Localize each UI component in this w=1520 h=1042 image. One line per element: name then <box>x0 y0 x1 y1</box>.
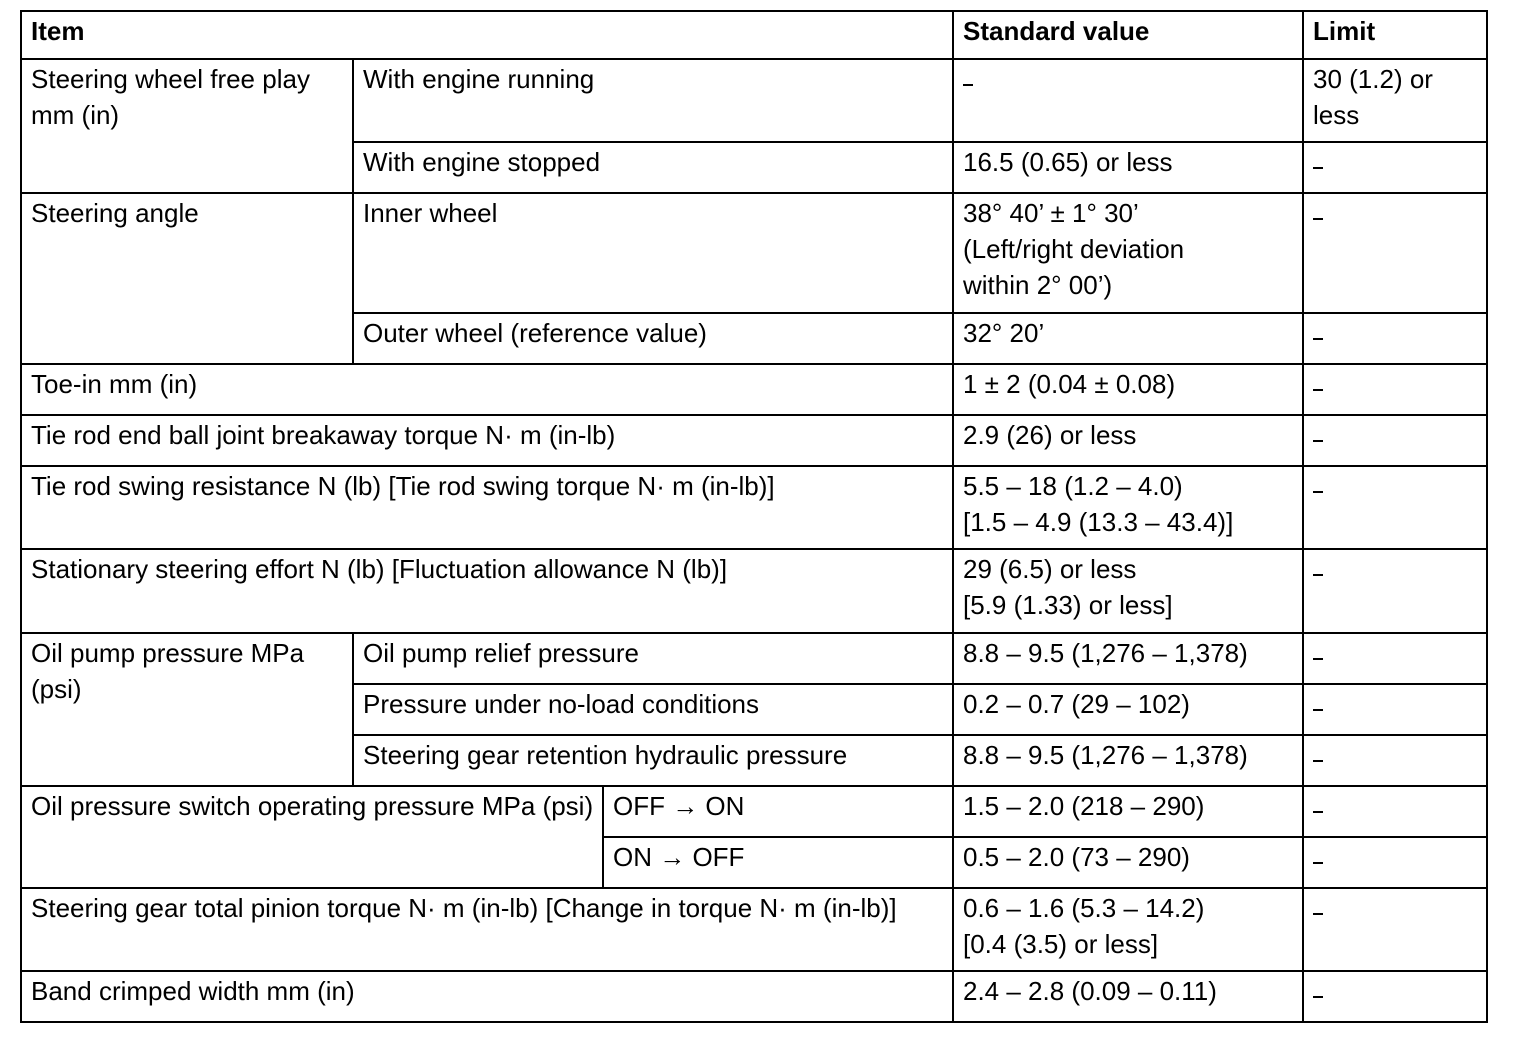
dash-mark <box>1313 811 1323 813</box>
item-cell: Steering gear total pinion torque N· m (in-lb) [Change in torque N· m (in-lb)] <box>21 888 953 971</box>
standard-value-cell: 2.4 – 2.8 (0.09 – 0.11) <box>953 971 1303 1022</box>
limit-cell <box>1303 313 1487 364</box>
item-cell: Oil pressure switch operating pressure MPa (psi) <box>21 786 603 888</box>
limit-cell <box>1303 142 1487 193</box>
value-line: 38° 40’ ± 1° 30’ <box>963 198 1139 228</box>
limit-cell <box>1303 193 1487 313</box>
table-row <box>21 888 1487 971</box>
standard-value-cell: 8.8 – 9.5 (1,276 – 1,378) <box>953 735 1303 786</box>
dash-mark <box>1313 167 1323 169</box>
standard-value-cell: 0.5 – 2.0 (73 – 290) <box>953 837 1303 888</box>
standard-value-cell <box>953 59 1303 142</box>
table-row <box>21 415 1487 466</box>
limit-cell <box>1303 415 1487 466</box>
item-cell: Tie rod swing resistance N (lb) [Tie rod swing torque N· m (in-lb)] <box>21 466 953 549</box>
standard-value-cell: 2.9 (26) or less <box>953 415 1303 466</box>
dash-mark <box>1313 491 1323 493</box>
standard-value-cell <box>953 888 1303 971</box>
header-row <box>21 11 1487 59</box>
table-row <box>21 364 1487 415</box>
limit-cell <box>1303 786 1487 837</box>
table-row <box>21 549 1487 633</box>
limit-cell <box>1303 888 1487 971</box>
value-line: (Left/right deviation <box>963 234 1185 264</box>
dash-mark <box>1313 760 1323 762</box>
value-line: 29 (6.5) or less <box>963 554 1137 584</box>
dash-mark <box>1313 862 1323 864</box>
standard-value-cell <box>953 193 1303 313</box>
standard-value-cell: 1.5 – 2.0 (218 – 290) <box>953 786 1303 837</box>
header-limit: Limit <box>1303 11 1487 59</box>
limit-cell <box>1303 364 1487 415</box>
condition-cell: ON → OFF <box>603 837 953 888</box>
dash-mark <box>963 84 973 86</box>
value-line: [5.9 (1.33) or less] <box>963 590 1173 620</box>
standard-value-cell: 16.5 (0.65) or less <box>953 142 1303 193</box>
condition-cell: With engine stopped <box>353 142 953 193</box>
condition-cell: Inner wheel <box>353 193 953 313</box>
header-standard-value: Standard value <box>953 11 1303 59</box>
limit-cell <box>1303 735 1487 786</box>
standard-value-cell: 8.8 – 9.5 (1,276 – 1,378) <box>953 633 1303 684</box>
value-line: 0.6 – 1.6 (5.3 – 14.2) <box>963 893 1205 923</box>
limit-cell <box>1303 971 1487 1022</box>
condition-cell: Pressure under no-load conditions <box>353 684 953 735</box>
table-row <box>21 971 1487 1022</box>
dash-mark <box>1313 658 1323 660</box>
dash-mark <box>1313 574 1323 576</box>
limit-cell <box>1303 837 1487 888</box>
limit-cell <box>1303 549 1487 633</box>
item-cell: Oil pump pressure MPa (psi) <box>21 633 353 786</box>
standard-value-cell: 0.2 – 0.7 (29 – 102) <box>953 684 1303 735</box>
condition-cell: Outer wheel (reference value) <box>353 313 953 364</box>
dash-mark <box>1313 338 1323 340</box>
value-line: [1.5 – 4.9 (13.3 – 43.4)] <box>963 507 1234 537</box>
limit-cell <box>1303 684 1487 735</box>
condition-cell: With engine running <box>353 59 953 142</box>
dash-mark <box>1313 218 1323 220</box>
item-cell: Steering angle <box>21 193 353 364</box>
condition-cell: Oil pump relief pressure <box>353 633 953 684</box>
condition-cell: OFF → ON <box>603 786 953 837</box>
standard-value-cell <box>953 549 1303 633</box>
header-item: Item <box>21 11 953 59</box>
limit-cell <box>1303 633 1487 684</box>
standard-value-cell <box>953 466 1303 549</box>
item-cell: Stationary steering effort N (lb) [Fluctuation allowance N (lb)] <box>21 549 953 633</box>
item-cell: Band crimped width mm (in) <box>21 971 953 1022</box>
item-cell: Tie rod end ball joint breakaway torque N· m (in-lb) <box>21 415 953 466</box>
table-row <box>21 633 1487 684</box>
limit-cell: 30 (1.2) or less <box>1303 59 1487 142</box>
specification-table <box>20 10 1488 1023</box>
standard-value-cell: 32° 20’ <box>953 313 1303 364</box>
value-line: within 2° 00’) <box>963 270 1113 300</box>
dash-mark <box>1313 913 1323 915</box>
table-row <box>21 466 1487 549</box>
table-row <box>21 59 1487 142</box>
value-line: [0.4 (3.5) or less] <box>963 929 1159 959</box>
dash-mark <box>1313 996 1323 998</box>
value-line: 5.5 – 18 (1.2 – 4.0) <box>963 471 1183 501</box>
dash-mark <box>1313 389 1323 391</box>
item-cell: Steering wheel free play mm (in) <box>21 59 353 193</box>
table-row <box>21 193 1487 313</box>
table-row <box>21 786 1487 837</box>
limit-cell <box>1303 466 1487 549</box>
dash-mark <box>1313 440 1323 442</box>
dash-mark <box>1313 709 1323 711</box>
standard-value-cell: 1 ± 2 (0.04 ± 0.08) <box>953 364 1303 415</box>
condition-cell: Steering gear retention hydraulic pressure <box>353 735 953 786</box>
item-cell: Toe-in mm (in) <box>21 364 953 415</box>
